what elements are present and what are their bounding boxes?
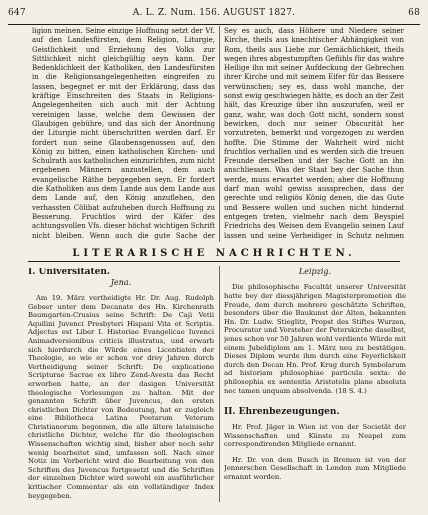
place-leipzig: Leipzig. <box>298 268 332 276</box>
page-header <box>8 8 420 22</box>
page-number-right: 68 <box>408 8 420 18</box>
bottom-right-column <box>224 268 406 500</box>
column-divider-top <box>219 26 220 242</box>
bottom-left-column <box>28 268 214 500</box>
section-title: LITERARISCHE NACHRICHTEN. <box>72 248 356 259</box>
leipzig-news-text: Die philosophische Facultät unserer Universität hatte bey der diessjährigen Magisterpromotion die Freude, dem durch mehrere geschätzte Schriften, besonders über die Baukunst der Alten, bekannten Hn. Dr. Ludw. Stieglitz, Propst des Stiftes Wurzen, Procurator und Vorsteher der Peterskirche daselbst, jenes schon vor 50 Jahren wohl verdiente Würde mit einem Jubeldiplom am 1. März neu zu bestätigen. Dieses Diplom wurde ihm durch eine Feyerlichkeit durch den Decan Hn. Prof. Krug durch Symbolarum ad historiam philosophiae particula sexta: de philosophia ex sententia Aristotelis plane absoluta nec tamen unquam absolvenda. (18 S. 4.) <box>224 283 406 395</box>
header-rule <box>8 24 420 25</box>
honors-heading: II. Ehrenbezeugungen. <box>224 406 340 417</box>
honors-text-2: Hr. Dr. von dem Busch in Bremen ist von der Jennerschen Gesellschaft in London zum Mitgliede ernannt worden. <box>224 455 406 482</box>
place-jena: Jena. <box>110 277 132 287</box>
top-right-paragraph: Sey es auch, dass Höhere und Niedere seiner Kirche, theils aus knechtischer Abhängigkeit von Rom, theils aus Liebe zur Gemächlichkeit, theils wegen ihres abgestumpften Gefühls für das wahre Heilige ihn mit seiner Aufdeckung der Gebrechen ihrer Kirche und mit seinem Eifer für das Bessere verwünschen; sey es, dass wohl manche, der sonst ewig geschwiegen hätte, es doch an der Zeit hält, das Kreuzige über ihn auszurufen, weil er ganz, wahr, was doch Gott nicht, sondern sonst bewirken, doch nur seiner Obscurität her vorzutreten, bemerkt und vorgezogen zu werden hoffte. Die Stimme der Wahrheit wird nicht fruchtlos verhallen und es werden sich die treuen Freunde derselben und der Sache Gott an ihn anschliessen. Was der Staat bey der Sache thun werde, muss erwartet werden; aber die Hoffnung darf man wohl gewiss aussprechen, dass der gerechte und religiös König denen, die das Gute und Bessere wollen und suchen nicht hindernd entgegen treten, vielmehr nach dem Beyspiel Friedrichs des Weisen dem Evangelio seinen Lauf lassen und seine Verheidiger in Schutz nehmen <box>224 27 404 240</box>
top-left-column <box>32 27 215 241</box>
jena-news-text: Am 19. März vertheidigte Hr. Dr. Aug. Rudolph Gebser unter dem Decanate des Hn. Kirchenrath Baumgarten-Crusius seine Schrift: De Caji Vetii Aquilini Juvenci Presbyteri Hispani Vita et Scriptis. Adjectus est Liber I. Historiae Evangelicae Iuvenci Animadversionibus criticis illustratus, und erwarb sich hierdurch die Würde eines Licentiaten der Theologie, so wie er schon vor drey Jahren durch Vertheidigung seiner Schrift: De explicatione Scripturae Sacrae ex libro Zend-Avesta das Recht erworben hatte, an der dasigen Universität theologische Vorlesungen zu halten. Mit der genannten Schrift über Juvencus, den ersten christlichen Dichter von Bedeutung, hat er zugleich eine Bibliotheca Latina Poetarum Veterum Christianorum begonnen, die alle ältere lateinische christliche Dichter, welche für die theologischen Wissenschaften wichtig sind, bisher aber noch sehr wenig bearbeitet sind, umfassen soll. Nach einer Notiz im Vorbericht wird die Bearbeitung von den Schriften des Juvencus fortgesetzt und die Schriften der einzelnen Dichter wird sowohl ein ausführlicher kritischer Commentar als ein vollständiger Index beygegeben. <box>28 293 214 500</box>
page-number-left: 647 <box>8 8 26 18</box>
universities-heading: I. Universitäten. <box>28 268 111 277</box>
honors-text-1: Hr. Prof. Jäger in Wien ist von der Societät der Wissenschaften und Künste zu Neapel zum correspondirenden Mitgliede ernannt. <box>224 423 406 449</box>
header-title: A. L. Z. Num. 156. AUGUST 1827. <box>132 8 296 18</box>
section-rule <box>28 261 400 262</box>
top-left-paragraph: ligion meinen. Seine einzige Hoffnung setzt der Vf. auf den Landesfürsten, dem Religion, Liturgie, Geistlichkeit und Erziehung des Volks zur Sittlichkeit nicht gleichgültig seyn kann. Der Bedenklichkeit der Katholiken, den Landesfürsten in die Religionsangelegenheiten eingreifen zu lassen, begegnet er mit der Erklärung, dass das kräftige Einschreiten des Staats in Religions-Angelegenheiten sich auch mit der Achtung vereinigen lasse, welche dem Gewissen der Glaubigen gebühre, und das sich der Anordnung der Liturgie nicht überschritten werden darf. Er fordert nun seine Glaubensgenossen auf, den König zu bitten, einen katholischen Kirchen- und Schulrath aus katholischen einzurichten, zum nicht ergebenen Männern anzustellen, dem auch evangelische Räthe beygegeben seyn. Er fordert die Katholiken aus dem Lande aus dem Lande aus dem Lande auf, den König anzuflehen, den verhassten Cölibat aufzuheben durch Hoffnung zu Besserung. Fruchtlos wird der Käfer des achtungsvollen Vfs. dieser höchst wichtigen Schrift nicht bleiben. Wenn auch die gute Sache der <box>32 27 215 240</box>
column-divider-bottom <box>219 266 220 502</box>
top-right-column <box>224 27 404 241</box>
